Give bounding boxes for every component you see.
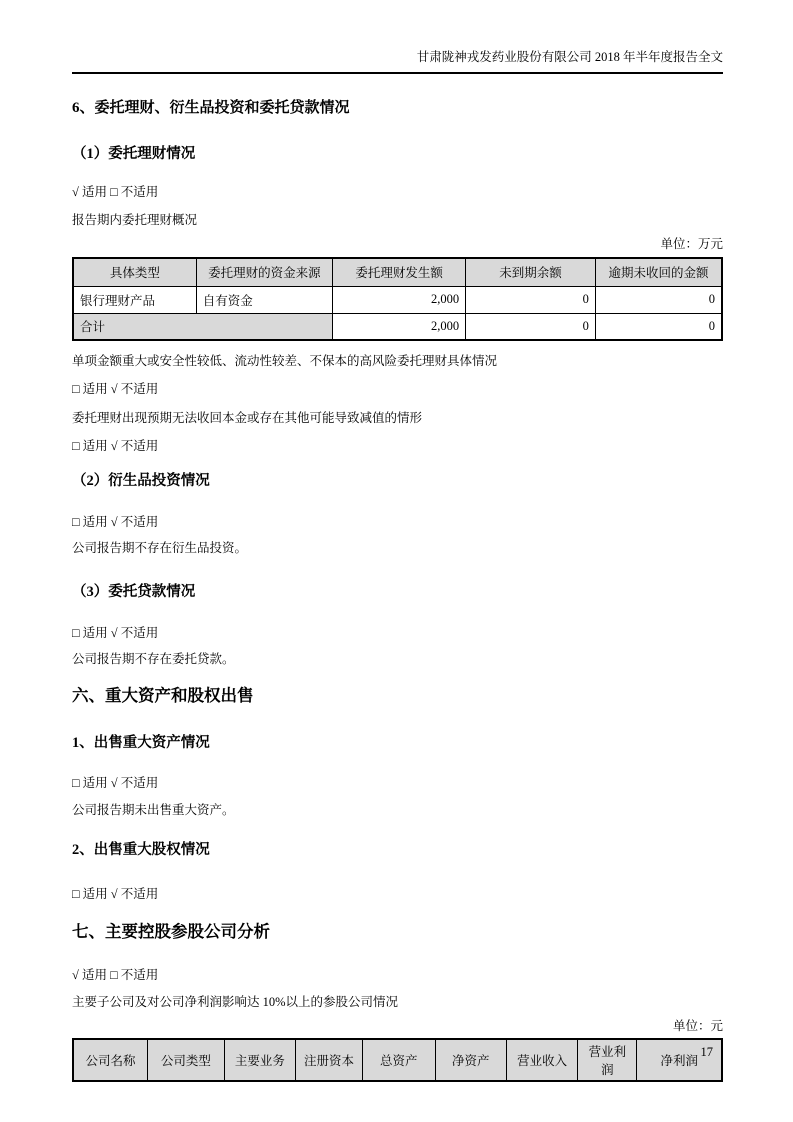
cell-total-label: 合计 bbox=[73, 313, 333, 340]
overview-label: 报告期内委托理财概况 bbox=[72, 213, 198, 227]
table-header-row bbox=[73, 1039, 722, 1081]
col-header-net-assets: 净资产 bbox=[435, 1039, 506, 1081]
entrusted-wealth-table bbox=[72, 257, 723, 341]
na-line-entrusted-loans: □ 适用 √ 不适用 bbox=[72, 626, 159, 640]
col-header-overdue: 逾期未收回的金额 bbox=[595, 258, 722, 286]
note-subsidiaries: 主要子公司及对公司净利润影响达 10%以上的参股公司情况 bbox=[72, 995, 399, 1009]
cell-total-outstanding: 0 bbox=[466, 313, 596, 340]
applicable-line-entrusted-wealth: √ 适用 □ 不适用 bbox=[72, 185, 159, 199]
heading-major-asset-sale: 1、出售重大资产情况 bbox=[72, 735, 210, 751]
heading-subsidiaries-analysis: 七、主要控股参股公司分析 bbox=[72, 922, 270, 941]
heading-entrusted-overview: 6、委托理财、衍生品投资和委托贷款情况 bbox=[72, 100, 350, 116]
cell-fund-source: 自有资金 bbox=[196, 286, 332, 313]
table-row bbox=[73, 286, 722, 313]
unit-label-yuan: 单位：元 bbox=[672, 1019, 723, 1033]
na-line-impairment: □ 适用 √ 不适用 bbox=[72, 439, 159, 453]
cell-overdue: 0 bbox=[595, 286, 722, 313]
report-header-title: 甘肃陇神戎发药业股份有限公司 2018 年半年度报告全文 bbox=[416, 50, 723, 64]
applicable-line-subsidiaries: √ 适用 □ 不适用 bbox=[72, 968, 159, 982]
heading-entrusted-wealth: （1）委托理财情况 bbox=[72, 146, 196, 162]
subsidiaries-table bbox=[72, 1038, 723, 1082]
col-header-main-business: 主要业务 bbox=[224, 1039, 295, 1081]
na-line-major-equity-sale: □ 适用 √ 不适用 bbox=[72, 887, 159, 901]
col-header-type: 具体类型 bbox=[73, 258, 196, 286]
cell-total-overdue: 0 bbox=[595, 313, 722, 340]
col-header-net-profit: 净利润 bbox=[637, 1039, 722, 1081]
note-derivatives: 公司报告期不存在衍生品投资。 bbox=[72, 541, 248, 555]
cell-type: 银行理财产品 bbox=[73, 286, 196, 313]
heading-major-equity-sale: 2、出售重大股权情况 bbox=[72, 842, 210, 858]
note-impairment: 委托理财出现预期无法收回本金或存在其他可能导致减值的情形 bbox=[72, 411, 423, 425]
na-line-major-asset-sale: □ 适用 √ 不适用 bbox=[72, 776, 159, 790]
col-header-total-assets: 总资产 bbox=[362, 1039, 435, 1081]
col-header-amount: 委托理财发生额 bbox=[333, 258, 466, 286]
col-header-company-type: 公司类型 bbox=[148, 1039, 225, 1081]
page-number: 17 bbox=[700, 1045, 713, 1059]
heading-entrusted-loans: （3）委托贷款情况 bbox=[72, 584, 196, 600]
col-header-revenue: 营业收入 bbox=[506, 1039, 577, 1081]
heading-derivatives: （2）衍生品投资情况 bbox=[72, 473, 210, 489]
table-total-row bbox=[73, 313, 722, 340]
table-header-row bbox=[73, 258, 722, 286]
na-line-high-risk: □ 适用 √ 不适用 bbox=[72, 382, 159, 396]
col-header-registered-capital: 注册资本 bbox=[296, 1039, 363, 1081]
col-header-fund-source: 委托理财的资金来源 bbox=[196, 258, 332, 286]
page-header bbox=[72, 0, 723, 74]
na-line-derivatives: □ 适用 √ 不适用 bbox=[72, 515, 159, 529]
note-entrusted-loans: 公司报告期不存在委托贷款。 bbox=[72, 652, 235, 666]
col-header-company-name: 公司名称 bbox=[73, 1039, 148, 1081]
col-header-operating-profit: 营业利润 bbox=[578, 1039, 637, 1081]
unit-label-wan-yuan: 单位：万元 bbox=[660, 237, 723, 251]
cell-amount: 2,000 bbox=[333, 286, 466, 313]
heading-major-asset-equity-sale: 六、重大资产和股权出售 bbox=[72, 686, 254, 705]
note-major-asset-sale: 公司报告期未出售重大资产。 bbox=[72, 803, 235, 817]
note-high-risk: 单项金额重大或安全性较低、流动性较差、不保本的高风险委托理财具体情况 bbox=[72, 354, 498, 368]
col-header-outstanding: 未到期余额 bbox=[466, 258, 596, 286]
cell-total-amount: 2,000 bbox=[333, 313, 466, 340]
cell-outstanding: 0 bbox=[466, 286, 596, 313]
